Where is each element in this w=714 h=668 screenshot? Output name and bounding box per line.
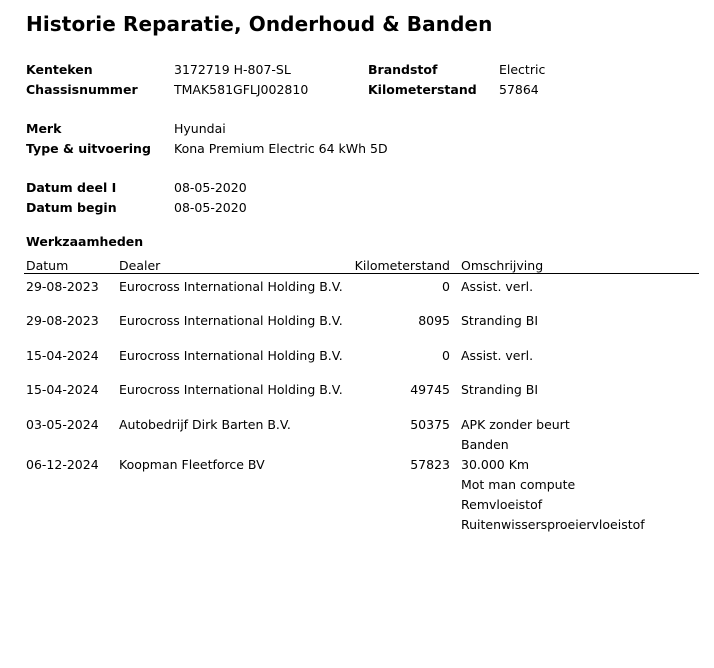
datum-deel-value: 08-05-2020 [174, 180, 247, 195]
merk-label: Merk [26, 121, 62, 136]
description-line: 30.000 Km [461, 456, 530, 472]
row-dealer: Eurocross International Holding B.V. [119, 279, 343, 294]
row-date: 15-04-2024 [26, 348, 99, 363]
row-date: 29-08-2023 [26, 313, 99, 328]
column-header-km: Kilometerstand [354, 258, 450, 273]
description-line: APK zonder beurt [461, 416, 570, 432]
datum-begin-label: Datum begin [26, 200, 117, 215]
row-dealer: Eurocross International Holding B.V. [119, 382, 343, 397]
description-line: Banden [461, 436, 509, 452]
column-header-desc: Omschrijving [461, 258, 544, 273]
description-line: Assist. verl. [461, 278, 534, 294]
row-km: 0 [442, 348, 450, 363]
datum-begin-value: 08-05-2020 [174, 200, 247, 215]
row-km: 0 [442, 279, 450, 294]
page-title: Historie Reparatie, Onderhoud & Banden [26, 12, 493, 36]
chassis-label: Chassisnummer [26, 82, 138, 97]
kenteken-label: Kenteken [26, 62, 93, 77]
row-km: 8095 [418, 313, 450, 328]
column-header-date: Datum [26, 258, 69, 273]
kilometerstand-label: Kilometerstand [368, 82, 477, 97]
row-km: 49745 [410, 382, 450, 397]
description-line: Mot man compute [461, 476, 576, 492]
row-date: 15-04-2024 [26, 382, 99, 397]
description-line: Stranding BI [461, 312, 539, 328]
brandstof-value: Electric [499, 62, 546, 77]
row-date: 03-05-2024 [26, 417, 99, 432]
row-dealer: Eurocross International Holding B.V. [119, 313, 343, 328]
description-line: Stranding BI [461, 381, 539, 397]
description-line: Remvloeistof [461, 496, 543, 512]
chassis-value: TMAK581GFLJ002810 [174, 82, 309, 97]
brandstof-label: Brandstof [368, 62, 438, 77]
merk-value: Hyundai [174, 121, 226, 136]
description-line: Assist. verl. [461, 347, 534, 363]
row-dealer: Eurocross International Holding B.V. [119, 348, 343, 363]
type-value: Kona Premium Electric 64 kWh 5D [174, 141, 388, 156]
row-description [461, 347, 533, 366]
row-date: 06-12-2024 [26, 457, 99, 472]
row-date: 29-08-2023 [26, 279, 99, 294]
row-description [461, 312, 538, 331]
type-label: Type & uitvoering [26, 141, 151, 156]
datum-deel-label: Datum deel I [26, 180, 117, 195]
row-dealer: Autobedrijf Dirk Barten B.V. [119, 417, 291, 432]
row-description [461, 416, 570, 455]
row-km: 57823 [410, 457, 450, 472]
header-divider [24, 273, 699, 274]
section-heading-werkzaamheden: Werkzaamheden [26, 234, 144, 249]
kenteken-value: 3172719 H-807-SL [174, 62, 291, 77]
row-km: 50375 [410, 417, 450, 432]
row-dealer: Koopman Fleetforce BV [119, 457, 265, 472]
row-description [461, 456, 645, 535]
column-header-dealer: Dealer [119, 258, 161, 273]
row-description [461, 278, 533, 297]
description-line: Ruitenwissersproeiervloeistof [461, 516, 645, 532]
row-description [461, 381, 538, 400]
kilometerstand-value: 57864 [499, 82, 539, 97]
